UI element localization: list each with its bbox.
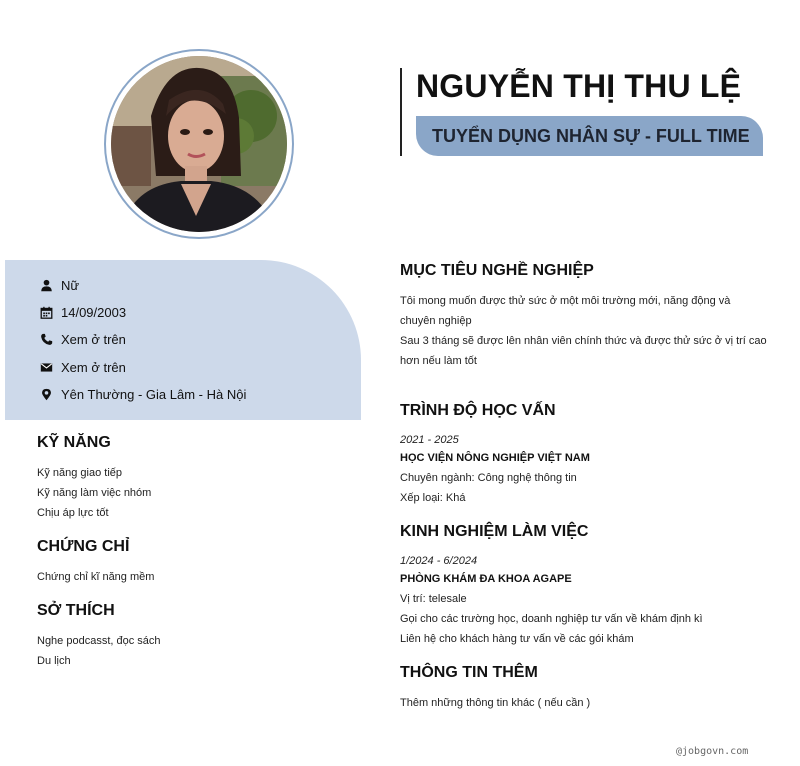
user-icon [40,279,53,292]
certificates-heading: CHỨNG CHỈ [37,538,130,555]
education-heading: TRÌNH ĐỘ HỌC VẤN [400,402,556,419]
objective-heading: MỤC TIÊU NGHỀ NGHIỆP [400,262,594,279]
contact-gender [40,278,79,293]
contact-birthday [40,305,126,320]
experience-heading: KINH NGHIỆM LÀM VIỆC [400,523,589,540]
address-value: Yên Thường - Gia Lâm - Hà Nội [61,387,247,402]
birthday-value: 14/09/2003 [61,305,127,320]
education-period: 2021 - 2025 [400,434,459,446]
objective-line: Sau 3 tháng sẽ được lên nhân viên chính thức và được thử sức ở vị trí cao [400,335,767,347]
hobby-item: Du lịch [37,655,71,667]
phone-value: Xem ở trên [61,332,126,347]
experience-role: Vị trí: telesale [400,593,467,605]
education-grade: Xếp loại: Khá [400,492,466,504]
position-banner [416,116,763,156]
objective-line: hơn nếu làm tốt [400,355,477,367]
calendar-icon [40,306,53,319]
candidate-name: NGUYỄN THỊ THU LỆ [416,68,742,104]
location-pin-icon [40,388,53,401]
hobbies-heading: SỞ THÍCH [37,602,115,619]
phone-icon [40,333,53,346]
skill-item: Kỹ năng làm việc nhóm [37,487,152,499]
additional-heading: THÔNG TIN THÊM [400,664,538,681]
position-title: TUYỂN DỤNG NHÂN SỰ - FULL TIME [432,125,750,146]
certificate-item: Chứng chỉ kĩ năng mềm [37,571,155,583]
contact-phone [40,332,126,347]
education-school: HỌC VIỆN NÔNG NGHIỆP VIỆT NAM [400,452,590,464]
contact-address [40,387,246,402]
education-major: Chuyên ngành: Công nghệ thông tin [400,472,577,484]
skills-heading: KỸ NĂNG [37,434,111,451]
mail-icon [40,361,53,374]
avatar [111,56,287,232]
contact-email [40,360,126,375]
email-value: Xem ở trên [61,360,126,375]
objective-line: chuyên nghiệp [400,315,472,327]
name-accent-bar [400,68,402,156]
skill-item: Chịu áp lực tốt [37,507,109,519]
gender-value: Nữ [61,278,80,293]
experience-duty: Liên hệ cho khách hàng tư vấn về các gói khám [400,633,634,645]
objective-line: Tôi mong muốn được thử sức ở một môi trường mới, năng động và [400,295,731,307]
experience-company: PHÒNG KHÁM ĐA KHOA AGAPE [400,573,572,585]
skill-item: Kỹ năng giao tiếp [37,467,123,479]
hobby-item: Nghe podcasst, đọc sách [37,635,161,647]
experience-duty: Gọi cho các trường học, doanh nghiệp tư vấn về khám định kì [400,613,703,625]
experience-period: 1/2024 - 6/2024 [400,555,478,567]
additional-text: Thêm những thông tin khác ( nếu cần ) [400,697,591,709]
watermark: @jobgovn.com [676,746,749,757]
